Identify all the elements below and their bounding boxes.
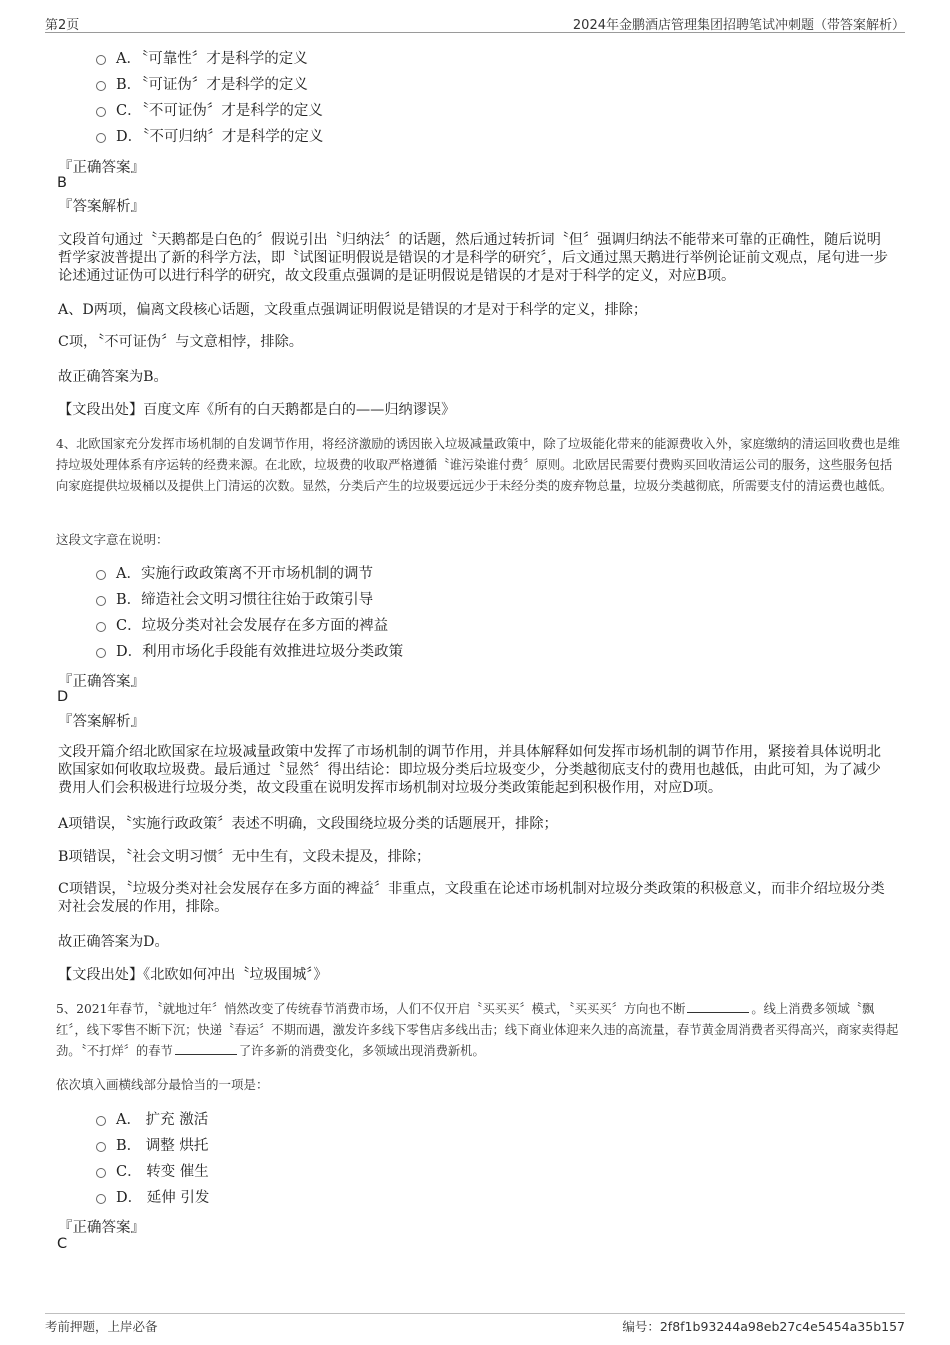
q4-prompt: 这段文字意在说明： [56, 532, 169, 547]
q3-source: 【文段出处】百度文库《所有的白天鹅都是白的——归纳谬误》 [58, 402, 456, 418]
footer-slogan: 考前押题，上岸必备 [45, 1319, 158, 1334]
q3-answer-label: 『正确答案』 [58, 160, 145, 176]
q4-analysis-paragraph: 故正确答案为D。 [58, 934, 169, 950]
q4-analysis-paragraph: A项错误，〝实施行政政策〞表述不明确，文段围绕垃圾分类的话题展开，排除； [58, 816, 558, 832]
q4-option-c[interactable]: C．垃圾分类对社会发展存在多方面的裨益 [96, 617, 388, 635]
q4-option-b[interactable]: B．缔造社会文明习惯往往始于政策引导 [96, 591, 373, 609]
radio-icon[interactable] [96, 570, 106, 580]
radio-icon[interactable] [96, 622, 106, 632]
radio-icon[interactable] [96, 648, 106, 658]
q5-option-a[interactable]: A． 扩充 激活 [96, 1111, 208, 1129]
radio-icon[interactable] [96, 81, 106, 91]
q4-stem: 4、北欧国家充分发挥市场机制的自发调节作用，将经济激励的诱因嵌入垃圾减量政策中，除了垃圾能化带来的能源费收入外，家庭缴纳的清运回收费也是维持垃圾处理体系有序运转的经费来源。在北欧，垃圾费的收取严格遵循〝谁污染谁付费〞原则。北欧居民需要付费购买回收清运公司的服务，这些服务包括向家庭提供垃圾桶以及提供上门清运的次数。显然，分类后产生的垃圾要远远少于未经分类的废弃物总量，垃圾分类越彻底，所需要支付的清运费也越低。 [56, 437, 901, 493]
radio-icon[interactable] [96, 1116, 106, 1126]
q4-option-a[interactable]: A．实施行政政策离不开市场机制的调节 [96, 565, 373, 583]
document-title: 2024年金鹏酒店管理集团招聘笔试冲刺题（带答案解析） [572, 18, 905, 33]
q3-analysis-paragraph: C项，〝不可证伪〞与文意相悖，排除。 [58, 334, 303, 350]
q5-answer-label: 『正确答案』 [58, 1220, 145, 1236]
radio-icon[interactable] [96, 1168, 106, 1178]
radio-icon[interactable] [96, 596, 106, 606]
q3-option-a[interactable]: A．〝可靠性〞才是科学的定义 [96, 50, 308, 68]
q5-prompt: 依次填入画横线部分最恰当的一项是： [56, 1077, 269, 1092]
q3-analysis-label: 『答案解析』 [58, 199, 145, 215]
q3-analysis-paragraph: 文段首句通过〝天鹅都是白色的〞假说引出〝归纳法〞的话题，然后通过转折词〝但〞强调归纳法不能带来可靠的正确性，随后说明哲学家波普提出了新的科学方法，即〝试图证明假说是错误的才是科学的研究〞，后文通过黑天鹅进行举例论证前文观点，尾句进一步论述通过证伪可以进行科学的研究，故文段重点强调的是证明假说是错误的才是对于科学的定义，对应B项。 [58, 232, 888, 284]
q4-answer: D [57, 689, 69, 705]
q4-option-d[interactable]: D．利用市场化手段能有效推进垃圾分类政策 [96, 643, 403, 661]
q3-answer: B [57, 175, 67, 191]
q3-option-c[interactable]: C．〝不可证伪〞才是科学的定义 [96, 102, 323, 120]
q5-option-c[interactable]: C． 转变 催生 [96, 1163, 209, 1181]
radio-icon[interactable] [96, 55, 106, 65]
radio-icon[interactable] [96, 1142, 106, 1152]
radio-icon[interactable] [96, 107, 106, 117]
q4-source: 【文段出处】《北欧如何冲出〝垃圾围城〞》 [58, 967, 328, 983]
q4-analysis-paragraph: 文段开篇介绍北欧国家在垃圾减量政策中发挥了市场机制的调节作用，并具体解释如何发挥市场机制的调节作用，紧接着具体说明北欧国家如何收取垃圾费。最后通过〝显然〞得出结论：即垃圾分类后垃圾变少，分类越彻底支付的费用也越低，由此可知，为了减少费用人们会积极进行垃圾分类，故文段重在说明发挥市场机制对垃圾分类政策能起到积极作用，对应D项。 [58, 744, 881, 796]
q4-analysis-paragraph: B项错误，〝社会文明习惯〞无中生有，文段未提及，排除； [58, 849, 431, 865]
page-number: 第2页 [45, 18, 80, 33]
q3-option-d[interactable]: D．〝不可归纳〞才是科学的定义 [96, 128, 323, 146]
fill-blank[interactable] [687, 1001, 749, 1013]
document-id: 编号：2f8f1b93244a98eb27c4e5454a35b157 [622, 1319, 905, 1334]
q3-analysis-paragraph: 故正确答案为B。 [58, 369, 168, 385]
q5-stem: 5、2021年春节，〝就地过年〞悄然改变了传统春节消费市场，人们不仅开启〝买买买〞模式，〝买买买〞方向也不断 。线上消费多领域〝飘红〞，线下零售不断下沉；快递〝春运〞不期而遇，激发许多线下零售店多线出击；线下商业体迎来久违的高流量，春节黄金周消费者买得高兴，商家卖得起劲。〝不打烊〞的春节 了许多新的消费变化，多领域出现消费新机。 [56, 1002, 899, 1058]
q4-answer-label: 『正确答案』 [58, 674, 145, 690]
page-header [45, 14, 905, 33]
q5-answer: C [57, 1236, 68, 1252]
q4-analysis-paragraph: C项错误，〝垃圾分类对社会发展存在多方面的裨益〞非重点，文段重在论述市场机制对垃圾分类政策的积极意义，而非介绍垃圾分类对社会发展的作用，排除。 [58, 881, 885, 915]
q5-option-d[interactable]: D． 延伸 引发 [96, 1189, 209, 1207]
fill-blank[interactable] [175, 1043, 237, 1055]
q5-option-b[interactable]: B． 调整 烘托 [96, 1137, 208, 1155]
q3-analysis-paragraph: A、D两项，偏离文段核心话题，文段重点强调证明假说是错误的才是对于科学的定义，排除； [58, 302, 648, 318]
radio-icon[interactable] [96, 133, 106, 143]
q4-analysis-label: 『答案解析』 [58, 714, 145, 730]
radio-icon[interactable] [96, 1194, 106, 1204]
q3-option-b[interactable]: B．〝可证伪〞才是科学的定义 [96, 76, 308, 94]
page-footer [45, 1313, 905, 1334]
